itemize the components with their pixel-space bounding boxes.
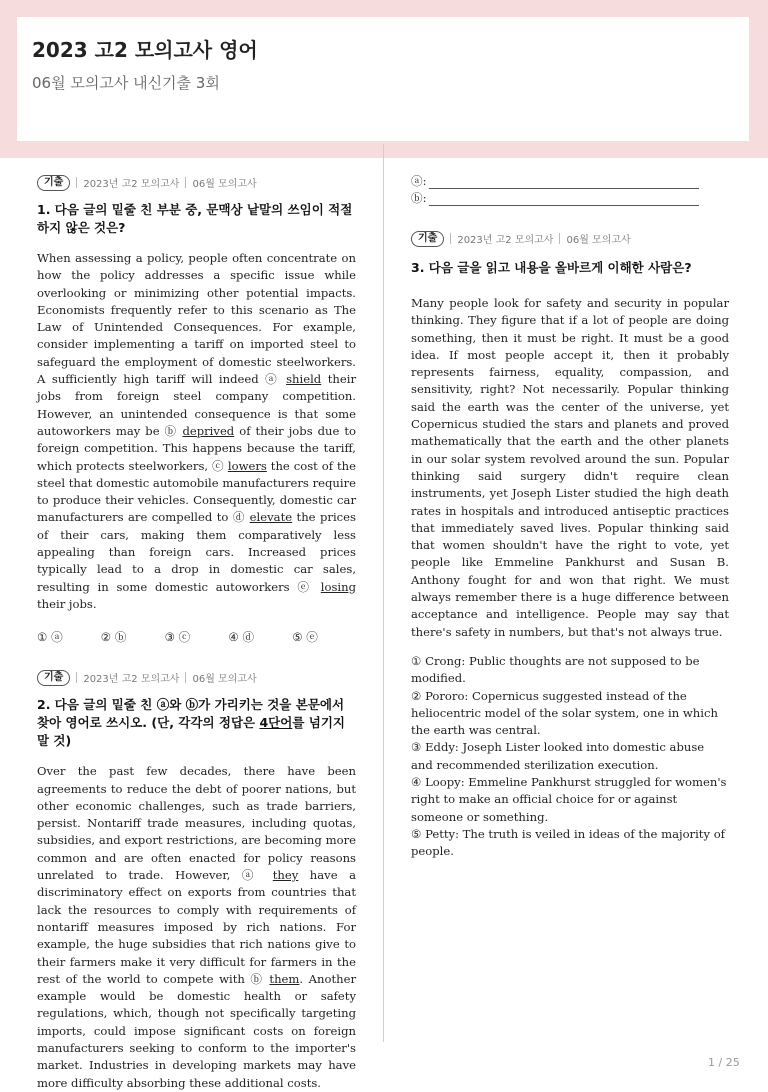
q2-meta bbox=[37, 669, 356, 686]
page-subtitle: 06월 모의고사 내신기출 3회 bbox=[32, 74, 220, 92]
passage-text: the cost of the steel that domestic automobile manufacturers require to produce their vehicles. Consequently, domestic car manufacturers are compelled to bbox=[37, 458, 356, 525]
passage-text: . Another example would be domestic health or safety regulations, which, though not specifically targeting imports, could impose significant costs on foreign manufacturers seeking to conform to the importer's market. Industries in developing markets may have more difficulty absorbing these additional costs. bbox=[37, 971, 356, 1090]
underlined-word-a: shield bbox=[286, 372, 322, 387]
left-column bbox=[37, 174, 356, 1092]
passage-text: When assessing a policy, people often concentrate on how the policy addresses a specific issue while overlooking or minimizing other potential impacts. Economists frequently refer to this scenario as The Law of Unintended Consequences. For example, consider implementing a tariff on imported steel to safeguard the employment of domestic steelworkers. A sufficiently high tariff will indeed bbox=[37, 251, 356, 387]
q2-meta-exam: 2023년 고2 모의고사 bbox=[83, 674, 180, 686]
q1-choices bbox=[37, 629, 356, 645]
q3-passage: Many people look for safety and security in popular thinking. They figure that if a lot of people are doing something, then it must be right. It must be a good idea. If most people accept it, then it probably represents fairness, equality, compassion, and sensitivity, right? Not necessarily. Popular thinking said the earth was the center of the universe, yet Copernicus studied the stars and planets and proved mathematically that the earth and the other planets in our solar system revolved around the sun. Popular thinking said surgery didn't require clean instruments, yet Joseph Lister studied the high death rates in hospitals and introduced antiseptic practices that immediately saved lives. Popular thinking said that women shouldn't have the right to vote, yet people like Emmeline Pankhurst and Susan B. Anthony fought for and won that right. We must always remember there is a huge difference between acceptance and intelligence. People may say that there's safety in numbers, but that's not always true. bbox=[411, 296, 729, 639]
mark-e: ⓔ bbox=[297, 579, 321, 594]
q1-title: 1. 다음 글의 밑줄 친 부분 중, 문맥상 낱말의 쓰임이 적절하지 않은 것은? bbox=[37, 202, 353, 235]
choice-3[interactable]: ③ ⓒ bbox=[164, 630, 191, 645]
choice-1[interactable]: ① ⓐ bbox=[37, 630, 63, 645]
option-4[interactable]: ④ Loopy: Emmeline Pankhurst struggled for women's right to make an official choice for or against someone or something. bbox=[411, 775, 727, 824]
q1-tag-badge: 기출 bbox=[37, 175, 70, 191]
passage-text: the prices of their cars, making them comparatively less appealing than foreign cars. Increased prices typically lead to a drop in domestic car sales, resulting in some domestic autoworkers bbox=[37, 510, 356, 594]
spacer bbox=[411, 206, 729, 230]
mark-b: ⓑ bbox=[164, 423, 183, 438]
answer-blank-b[interactable] bbox=[411, 189, 729, 206]
q2-title bbox=[37, 696, 356, 750]
passage-text: their jobs. bbox=[37, 596, 97, 611]
mark-d: ⓓ bbox=[232, 510, 250, 525]
meta-separator bbox=[450, 233, 451, 244]
q2-tag-badge: 기출 bbox=[37, 670, 70, 686]
option-1[interactable]: ① Crong: Public thoughts are not supposed to be modified. bbox=[411, 653, 700, 686]
mark-a: ⓐ bbox=[265, 372, 287, 387]
q3-tag-badge: 기출 bbox=[411, 231, 444, 247]
underlined-word-a: they bbox=[272, 868, 299, 883]
answer-blank-a[interactable] bbox=[411, 172, 729, 189]
blank-b-label: ⓑ: bbox=[411, 191, 427, 205]
q2-title-text: 를 넘기지 말 것) bbox=[37, 715, 345, 749]
underlined-word-d: elevate bbox=[249, 510, 293, 525]
q1-meta bbox=[37, 174, 356, 191]
q1-meta-exam: 2023년 고2 모의고사 bbox=[83, 179, 180, 190]
option-3[interactable]: ③ Eddy: Joseph Lister looked into domestic abuse and recommended sterilization execution. bbox=[411, 740, 705, 772]
passage-text: of their jobs due to foreign competition. This happens because the tariff, which protects steelworkers, bbox=[37, 423, 357, 473]
blank-a-line[interactable] bbox=[429, 176, 699, 189]
underlined-word-b: them bbox=[269, 971, 300, 986]
meta-separator bbox=[559, 233, 560, 244]
q3-meta-exam: 2023년 고2 모의고사 bbox=[457, 235, 554, 246]
mark-c: ⓒ bbox=[212, 458, 228, 473]
column-divider bbox=[383, 144, 384, 1042]
passage-text: have a discriminatory effect on exports from countries that lack the resources to comply with requirements of nontariff measures imposed by rich nations. For example, the huge subsidies that rich nations give to their farmers make it very difficult for farmers in the rest of the world to compete with bbox=[37, 868, 356, 986]
choice-5[interactable]: ⑤ ⓔ bbox=[292, 630, 318, 645]
choice-4[interactable]: ④ ⓓ bbox=[228, 630, 255, 645]
mark-b: ⓑ bbox=[250, 971, 270, 986]
meta-separator bbox=[76, 672, 77, 683]
q2-title-underlined: 4단어 bbox=[259, 715, 293, 731]
meta-separator bbox=[76, 177, 77, 188]
mark-a: ⓐ bbox=[241, 868, 273, 883]
option-2[interactable]: ② Pororo: Copernicus suggested instead of the heliocentric model of the solar system, one in which the earth was central. bbox=[411, 688, 718, 738]
choice-2[interactable]: ② ⓑ bbox=[100, 630, 127, 645]
q1-passage bbox=[37, 250, 356, 613]
q2-passage bbox=[37, 763, 356, 1092]
passage-text: their jobs from foreign steel company competition. However, an unintended consequence is that some autoworkers may be bbox=[37, 372, 356, 438]
spacer bbox=[37, 645, 356, 669]
blank-a-label: ⓐ: bbox=[411, 174, 427, 188]
q3-meta-month: 06월 모의고사 bbox=[566, 235, 631, 246]
q3-meta bbox=[411, 230, 729, 247]
right-column bbox=[411, 172, 729, 861]
passage-text: Over the past few decades, there have been agreements to reduce the debt of poorer nations, but other economic challenges, such as trade barriers, persist. Nontariff trade measures, including quotas, subsidies, and export restrictions, are becoming more common and are often enacted for policy reasons unrelated to trade. However, bbox=[37, 764, 356, 883]
meta-separator bbox=[185, 672, 186, 683]
q2-meta-month: 06월 모의고사 bbox=[192, 674, 257, 686]
q3-title: 3. 다음 글을 읽고 내용을 올바르게 이해한 사람은? bbox=[411, 260, 692, 275]
q3-options bbox=[411, 653, 729, 861]
meta-separator bbox=[185, 177, 186, 188]
q2-title-text: 2. 다음 글의 밑줄 친 ⓐ와 ⓑ가 가리키는 것을 본문에서 찾아 영어로 쓰시오. (단, 각각의 정답은 bbox=[37, 697, 345, 731]
page-title: 2023 고2 모의고사 영어 bbox=[32, 38, 258, 62]
option-5[interactable]: ⑤ Petty: The truth is veiled in ideas of the majority of people. bbox=[411, 826, 725, 859]
page-number: 1 / 25 bbox=[708, 1056, 740, 1069]
underlined-word-b: deprived bbox=[182, 423, 235, 438]
blank-b-line[interactable] bbox=[429, 193, 699, 206]
q1-meta-month: 06월 모의고사 bbox=[192, 179, 257, 190]
underlined-word-e: losing bbox=[320, 579, 357, 594]
underlined-word-c: lowers bbox=[227, 458, 267, 473]
